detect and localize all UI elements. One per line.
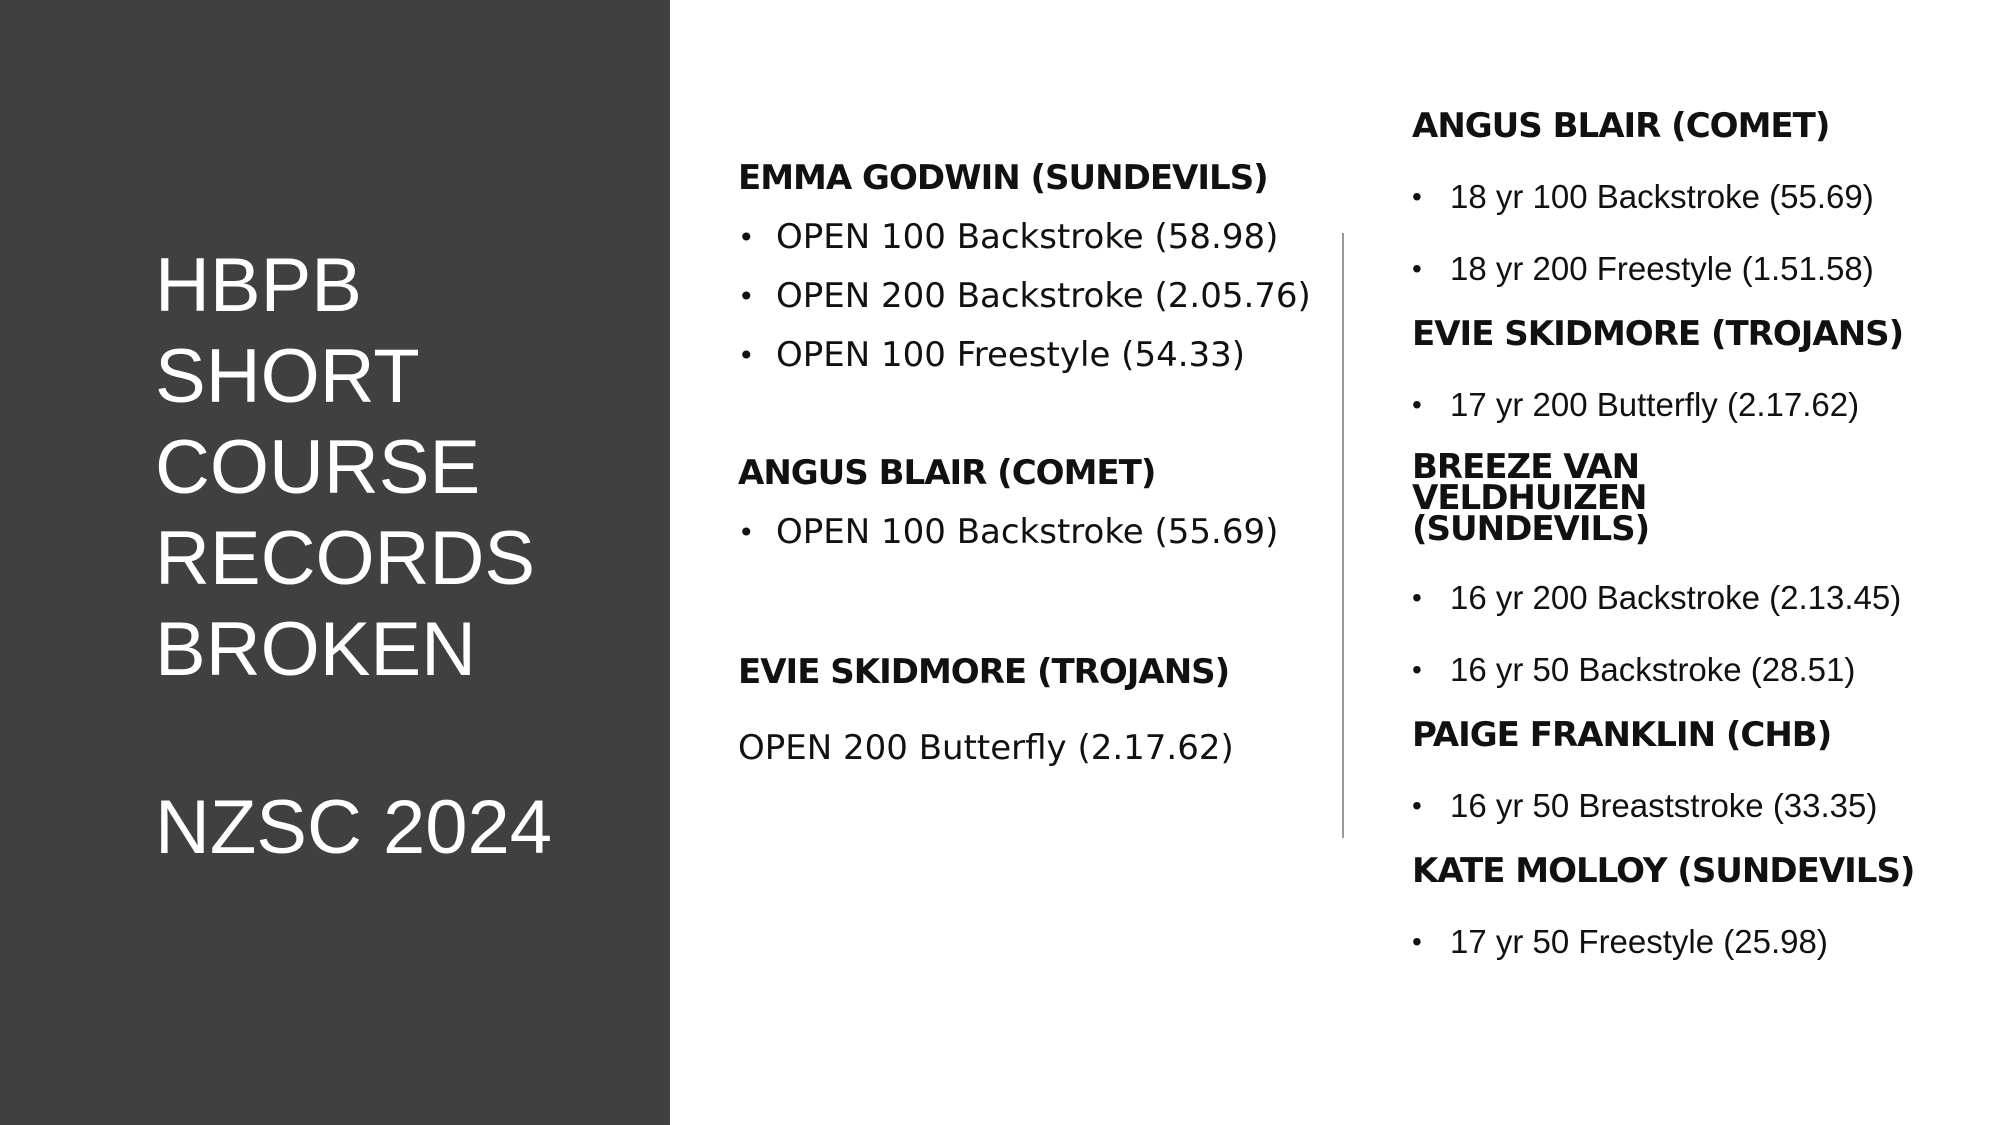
title-line: SHORT — [155, 334, 420, 419]
record-item: • OPEN 100 Freestyle (54.33) — [738, 336, 1338, 375]
record-item: • 18 yr 200 Freestyle (1.51.58) — [1412, 250, 1972, 288]
record-item: • 16 yr 50 Backstroke (28.51) — [1412, 651, 1972, 689]
column-divider — [1342, 233, 1344, 838]
record-item: • 16 yr 50 Breaststroke (33.35) — [1412, 787, 1972, 825]
swimmer-name: KATE MOLLOY (SUNDEVILS) — [1412, 851, 1915, 891]
swimmer-name: EMMA GODWIN (SUNDEVILS) — [738, 158, 1268, 198]
record-list — [1412, 579, 1972, 689]
swimmer-name: ANGUS BLAIR (COMET) — [738, 453, 1156, 493]
record-list — [1412, 178, 1972, 288]
swimmer-name: BREEZE VAN VELDHUIZEN (SUNDEVILS) — [1412, 447, 1650, 549]
title-line: COURSE — [155, 425, 481, 510]
record-list — [1412, 386, 1972, 424]
record-list — [1412, 787, 1972, 825]
open-records-column — [738, 158, 1338, 768]
record-item: • 16 yr 200 Backstroke (2.13.45) — [1412, 579, 1972, 617]
swimmer-name: PAIGE FRANKLIN (CHB) — [1412, 715, 1832, 755]
slide-title — [155, 240, 535, 695]
title-line: HBPB — [155, 243, 362, 328]
title-line: BROKEN — [155, 607, 476, 692]
swimmer-section — [738, 453, 1338, 552]
record-list — [1412, 923, 1972, 961]
record-list — [738, 218, 1338, 375]
record-item: • 17 yr 200 Butterfly (2.17.62) — [1412, 386, 1972, 424]
record-item: • OPEN 100 Backstroke (58.98) — [738, 218, 1338, 257]
swimmer-name: EVIE SKIDMORE (TROJANS) — [1412, 314, 1904, 354]
record-item: • 17 yr 50 Freestyle (25.98) — [1412, 923, 1972, 961]
swimmer-section — [738, 158, 1338, 375]
swimmer-name: ANGUS BLAIR (COMET) — [1412, 106, 1830, 146]
record-list — [738, 513, 1338, 552]
swimmer-name: EVIE SKIDMORE (TROJANS) — [738, 652, 1230, 692]
record-item: • OPEN 200 Backstroke (2.05.76) — [738, 277, 1338, 316]
record-item: • OPEN 100 Backstroke (55.69) — [738, 513, 1338, 552]
slide-subtitle: NZSC 2024 — [155, 785, 553, 870]
title-panel — [0, 0, 670, 1125]
record-text: OPEN 200 Butterfly (2.17.62) — [738, 728, 1234, 768]
age-group-records-column — [1412, 108, 1972, 961]
record-item: • 18 yr 100 Backstroke (55.69) — [1412, 178, 1972, 216]
title-line: RECORDS — [155, 516, 536, 601]
swimmer-section — [738, 652, 1338, 768]
